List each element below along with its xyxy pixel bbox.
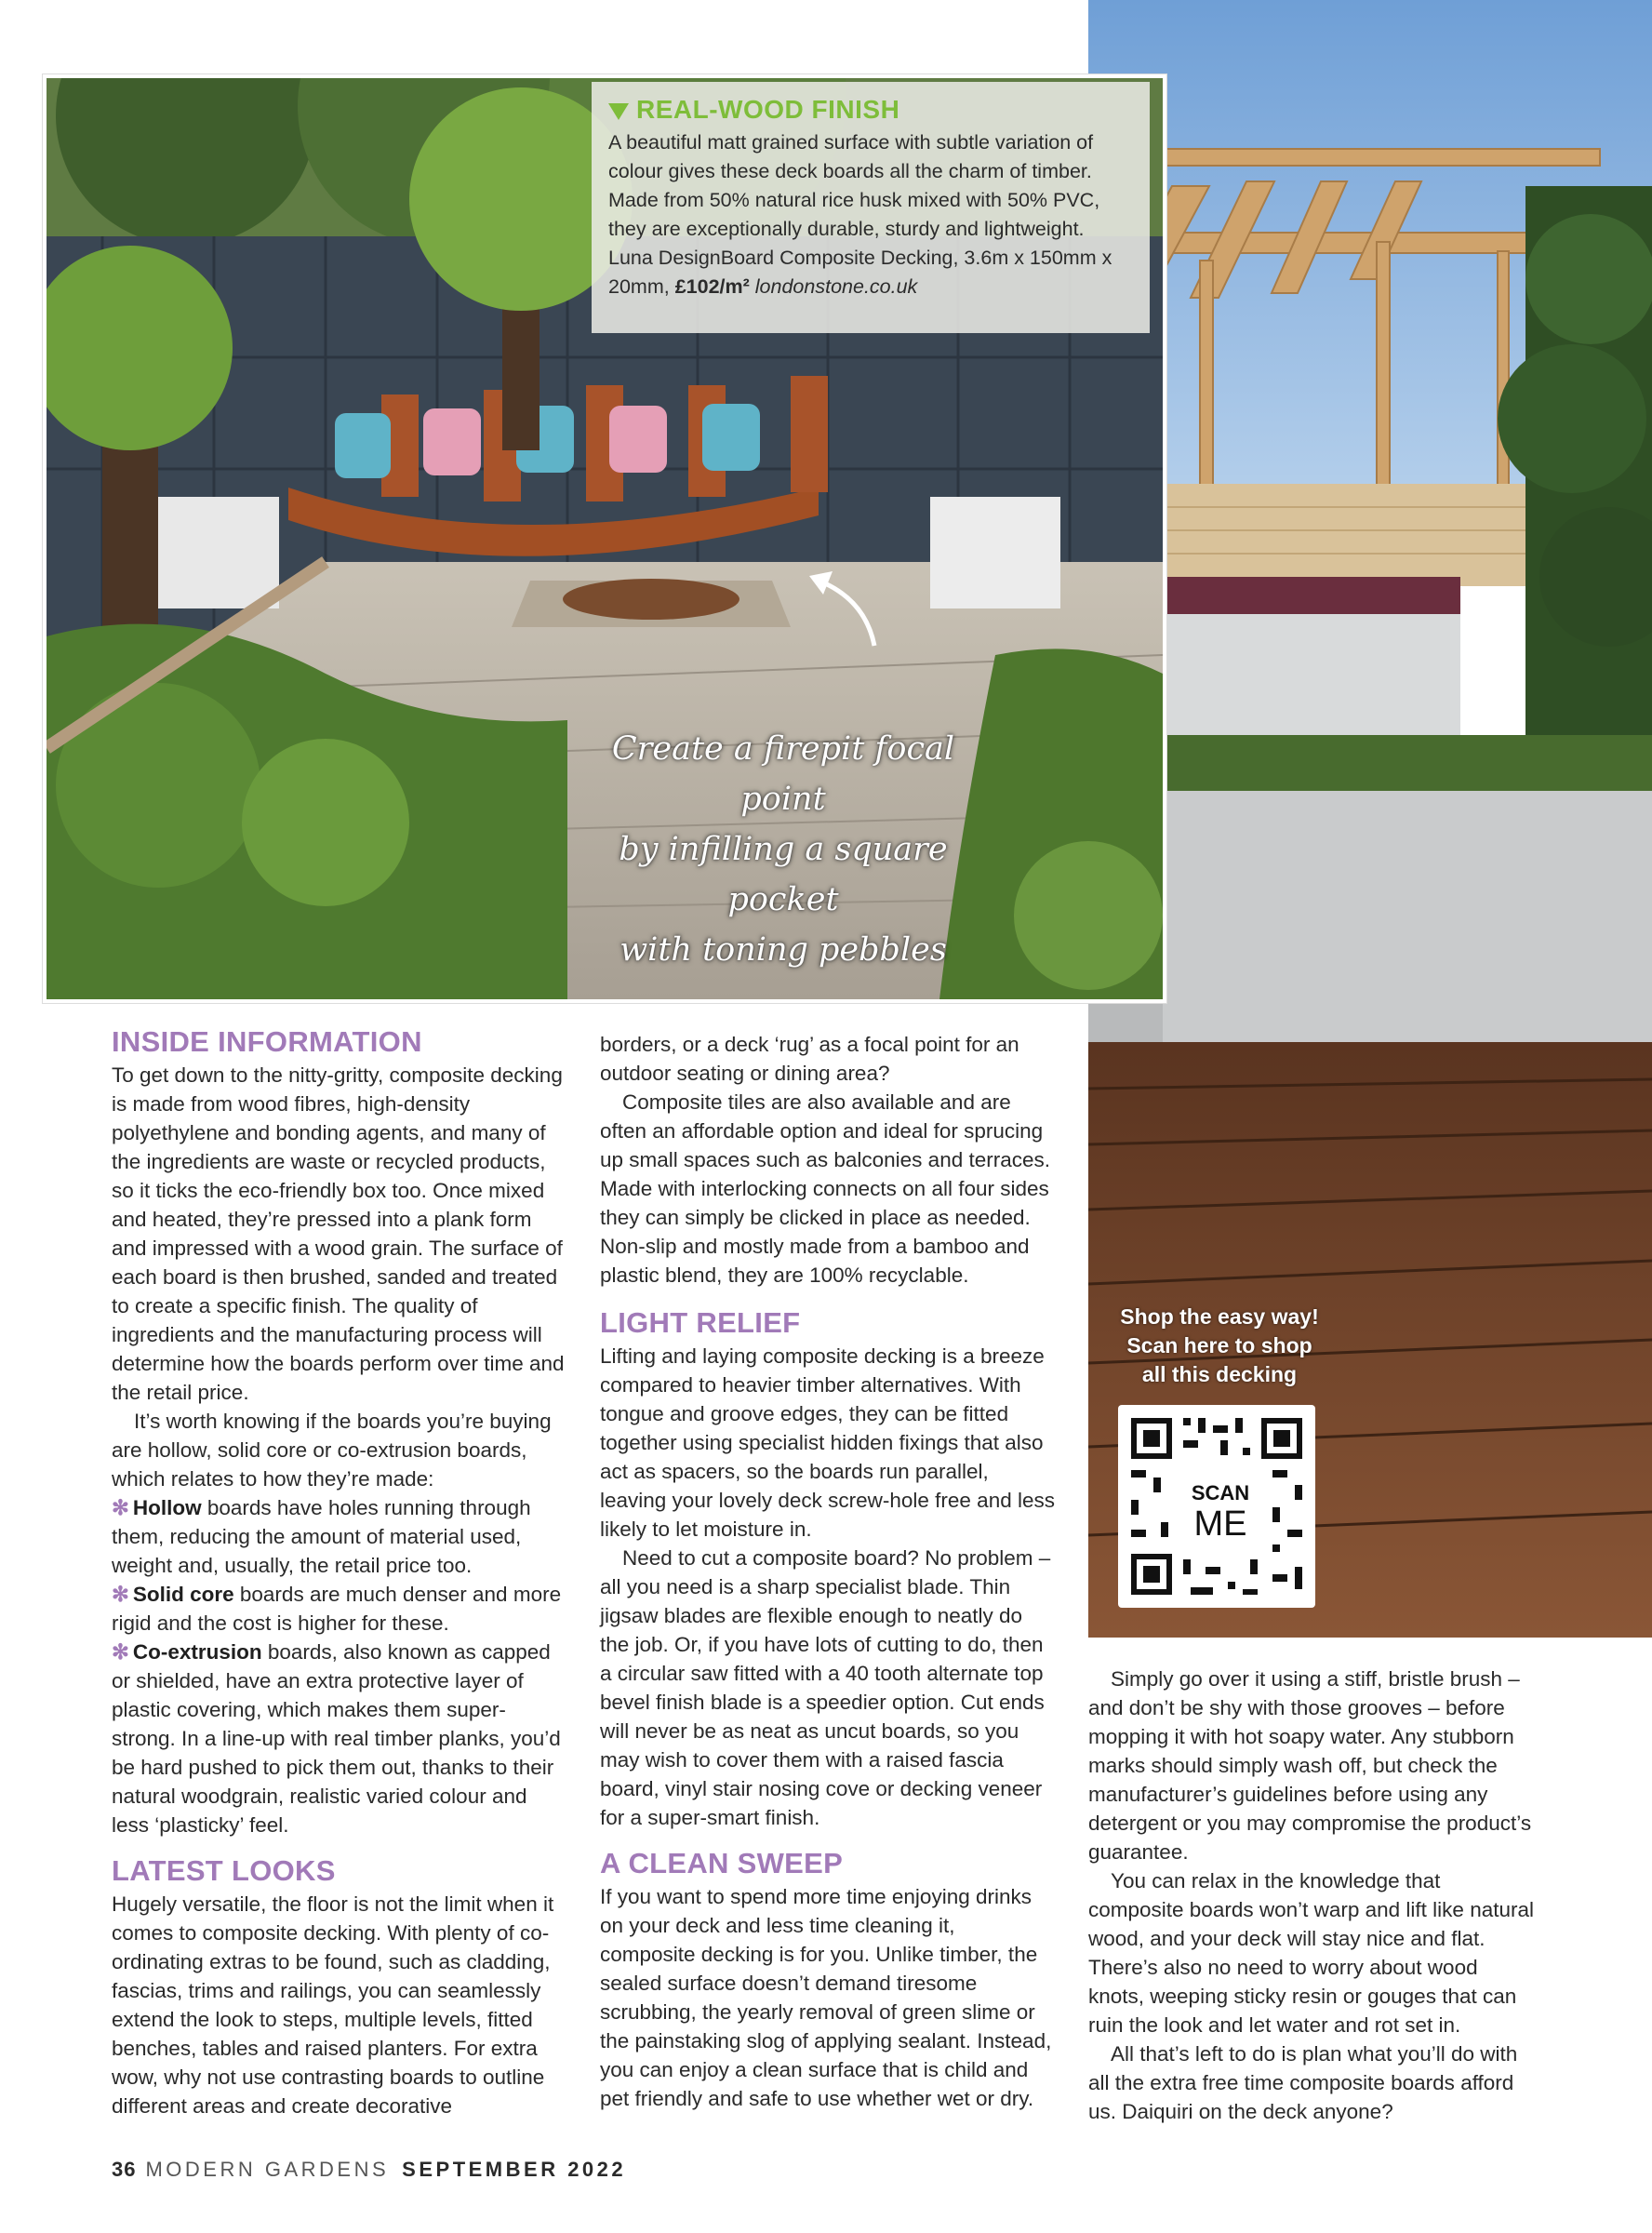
qr-promo-line: all this decking <box>1141 1362 1298 1386</box>
section-heading-light: LIGHT RELIEF <box>600 1306 801 1339</box>
asterisk-bullet-icon: ✻ <box>112 1496 129 1519</box>
magazine-name: MODERN GARDENS <box>145 2158 390 2181</box>
qr-code[interactable] <box>1118 1405 1315 1608</box>
qr-scan-label: SCAN <box>1191 1481 1250 1504</box>
firepit-annotation <box>569 724 997 975</box>
pergola-deck-photo <box>1088 0 1652 1638</box>
page-footer <box>112 2158 626 2182</box>
caption-title-text: REAL-WOOD FINISH <box>636 95 900 124</box>
qr-promo-line: Scan here to shop <box>1126 1333 1312 1357</box>
annotation-line: by infilling a square pocket <box>619 831 948 918</box>
asterisk-bullet-icon: ✻ <box>112 1640 129 1664</box>
paragraph: You can relax in the knowledge that composite boards won’t warp and lift like natural wood, and your deck will stay nice and flat. There’s also no need to worry about wood knots, weeping sticky resin or gouges that can ruin the look and let water and rot set in. <box>1088 1869 1534 2037</box>
paragraph: Composite tiles are also available and are often an affordable option and ideal for sprucing up small spaces such as balconies and terraces. Made with interlocking connects on all four sides they can simply be clicked in place as needed. Non-slip and mostly made from a bamboo and plastic blend, they are 100% recyclable. <box>600 1090 1051 1287</box>
paragraph: borders, or a deck ‘rug’ as a focal point for an outdoor seating or dining area? <box>600 1033 1019 1085</box>
bullet-term: Hollow <box>132 1496 202 1519</box>
text-column-2 <box>600 1030 1056 2113</box>
caption-title <box>608 95 1133 125</box>
bullet-text: boards, also known as capped or shielded, have an extra protective layer of plastic covering, which makes them super-strong. In a line-up with real timber planks, you’d be hard pushed to pick them out, thanks to their natural woodgrain, realistic varied colour and less ‘plasticky’ feel. <box>112 1640 561 1837</box>
triangle-down-icon <box>608 103 629 120</box>
paragraph: If you want to spend more time enjoying drinks on your deck and less time cleaning it, composite decking is for you. Unlike timber, the sealed surface doesn’t demand tiresome scrubbing, the yearly removal of green slime or the painstaking slog of applying sealant. Instead, you can enjoy a clean surface that is child and pet friendly and safe to use whether wet or dry. <box>600 1885 1052 2110</box>
paragraph: Need to cut a composite board? No problem – all you need is a sharp specialist blade. Thin jigsaw blades are flexible enough to neatly do the job. Or, if you have lots of cutting to do, then a circular saw fitted with a 40 tooth alternate top bevel finish blade is a speedier option. Cut ends will never be as neat as uncut boards, so you may wish to cover them with a raised fascia board, vinyl stair nosing cove or decking veneer for a super-smart finish. <box>600 1546 1051 1829</box>
paragraph: Lifting and laying composite decking is a breeze compared to heavier timber alternatives. With tongue and groove edges, they can be fitted together using specialist hidden fixings that also act as spacers, so the boards run parallel, leaving your lovely deck screw-hole free and less likely to let moisture in. <box>600 1344 1055 1541</box>
issue-date: SEPTEMBER 2022 <box>402 2158 627 2181</box>
qr-promo-text <box>1094 1303 1345 1389</box>
annotation-line: with toning pebbles <box>620 931 947 969</box>
page-number: 36 <box>112 2158 137 2181</box>
paragraph: To get down to the nitty-gritty, composite decking is made from wood fibres, high-density polyethylene and bonding agents, and many of the ingredients are waste or recycled products, so it ticks the eco-friendly box too. Once mixed and heated, they’re pressed into a plank form and impressed with a wood grain. The surface of each board is then brushed, sanded and treated to create a specific finish. The quality of ingredients and the manufacturing process will determine how the boards perform over time and the retail price. <box>112 1063 565 1404</box>
section-heading-latest: LATEST LOOKS <box>112 1854 336 1887</box>
asterisk-bullet-icon: ✻ <box>112 1583 129 1606</box>
text-column-3 <box>1088 1665 1535 2126</box>
section-heading-inside: INSIDE INFORMATION <box>112 1025 422 1058</box>
paragraph: All that’s left to do is plan what you’ll do with all the extra free time composite boards afford us. Daiquiri on the deck anyone? <box>1088 2042 1518 2123</box>
annotation-line: Create a firepit focal point <box>611 730 955 818</box>
bullet-text: boards are much denser and more rigid and the cost is higher for these. <box>112 1583 562 1635</box>
paragraph: Hugely versatile, the floor is not the limit when it comes to composite decking. With plenty of co-ordinating extras to be found, such as cladding, fascias, trims and railings, you can seamlessly extend the look to steps, multiple levels, fitted benches, tables and raised planters. For extra wow, why not use contrasting boards to outline different areas and create decorative <box>112 1892 554 2118</box>
qr-promo-line: Shop the easy way! <box>1120 1304 1319 1329</box>
caption-body <box>608 128 1133 301</box>
caption-website: londonstone.co.uk <box>754 275 918 298</box>
bullet-term: Solid core <box>132 1583 234 1606</box>
list-item <box>112 1580 567 1638</box>
qr-me-label: ME <box>1193 1504 1247 1544</box>
paragraph: Simply go over it using a stiff, bristle brush – and don’t be shy with those grooves – before mopping it with hot soapy water. Any stubborn marks should simply wash off, but check the manufacturer’s guidelines before using any detergent or you may compromise the product’s guarantee. <box>1088 1667 1532 1864</box>
text-column-1 <box>112 1023 567 2120</box>
list-item <box>112 1638 567 1839</box>
section-heading-clean: A CLEAN SWEEP <box>600 1847 844 1879</box>
paragraph: It’s worth knowing if the boards you’re buying are hollow, solid core or co-extrusion boards, which relates to how they’re made: <box>112 1410 552 1491</box>
caption-price: £102/m² <box>674 275 750 298</box>
caption-description: A beautiful matt grained surface with subtle variation of colour gives these deck boards all the charm of timber. Made from 50% natural rice husk mixed with 50% PVC, they are exceptionally durable, sturdy and lightweight. Luna DesignBoard Composite Decking, 3.6m x 150mm x 20mm, <box>608 131 1112 298</box>
bullet-term: Co-extrusion <box>132 1640 262 1664</box>
list-item <box>112 1493 567 1580</box>
bullet-text: boards have holes running through them, reducing the amount of material used, weight and, usually, the retail price too. <box>112 1496 531 1577</box>
product-caption <box>592 82 1150 333</box>
